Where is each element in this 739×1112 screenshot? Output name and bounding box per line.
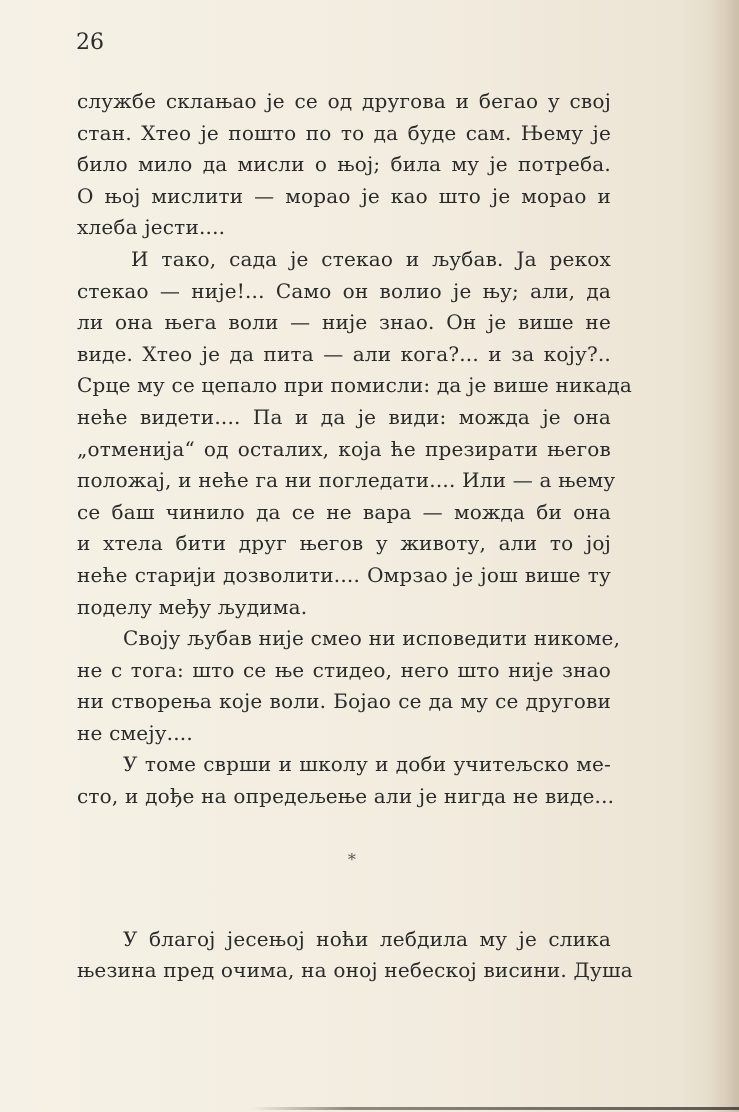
text-line: не смеју.... <box>77 720 193 745</box>
section-gap <box>77 876 611 924</box>
text-line: сто, и дође на опредељење али је нигда не виде... <box>77 784 615 809</box>
text-line: и хтела бити друг његов у животу, али то јој <box>77 531 611 556</box>
text-line: хлеба јести.... <box>77 215 226 240</box>
text-line: поделу међу људима. <box>77 594 308 619</box>
text-line: виде. Хтео је да пита — али кога?... и за коју?.. <box>77 341 611 366</box>
page-number: 26 <box>76 30 104 55</box>
section-gap <box>77 813 611 845</box>
page-edge-shadow <box>705 0 739 1112</box>
text-line: У благој јесењој ноћи лебдила му је слика <box>123 926 611 951</box>
text-line: О њој мислити — морао је као што је морао и <box>77 183 611 208</box>
text-line: службе склањао је се од другова и бегао у свој <box>77 89 611 113</box>
bottom-rule <box>250 1107 739 1110</box>
text-line: њезина пред очима, на оној небеској висини. Душа <box>77 958 633 983</box>
text-line: не с тога: што се ње стидео, него што није знао <box>77 657 611 682</box>
text-line: било мило да мисли о њој; била му је потреба. <box>77 152 611 177</box>
text-line: неће старији дозволити.... Омрзао је још више ту <box>77 562 611 587</box>
text-line: положај, и неће га ни погледати.... Или — а њему <box>77 468 616 493</box>
text-line: стекао — није!... Само он волио је њу; али, да <box>77 278 611 303</box>
text-line: У томе сврши и школу и доби учитељско ме- <box>123 752 611 777</box>
text-line: се баш чинило да се не вара — можда би она <box>77 499 611 524</box>
text-line: стан. Хтео је пошто по то да буде сам. Њему је <box>77 120 611 145</box>
text-line: Срце му се цепало при помисли: да је више никада <box>77 373 632 398</box>
text-line: ни створења које воли. Бојао се да му се другови <box>77 689 611 714</box>
text-line: „отменија“ од осталих, која ће презирати његов <box>77 436 611 461</box>
text-line: И тако, сада је стекао и љубав. Ја рекох <box>131 246 611 271</box>
body-text <box>77 86 633 987</box>
section-separator: * <box>347 850 357 870</box>
text-line: ли она њега воли — није знао. Он је више не <box>77 310 611 335</box>
text-line: неће видети.... Па и да је види: можда је она <box>77 404 611 429</box>
text-line: Своју љубав није смео ни исповедити никоме, <box>123 626 621 651</box>
